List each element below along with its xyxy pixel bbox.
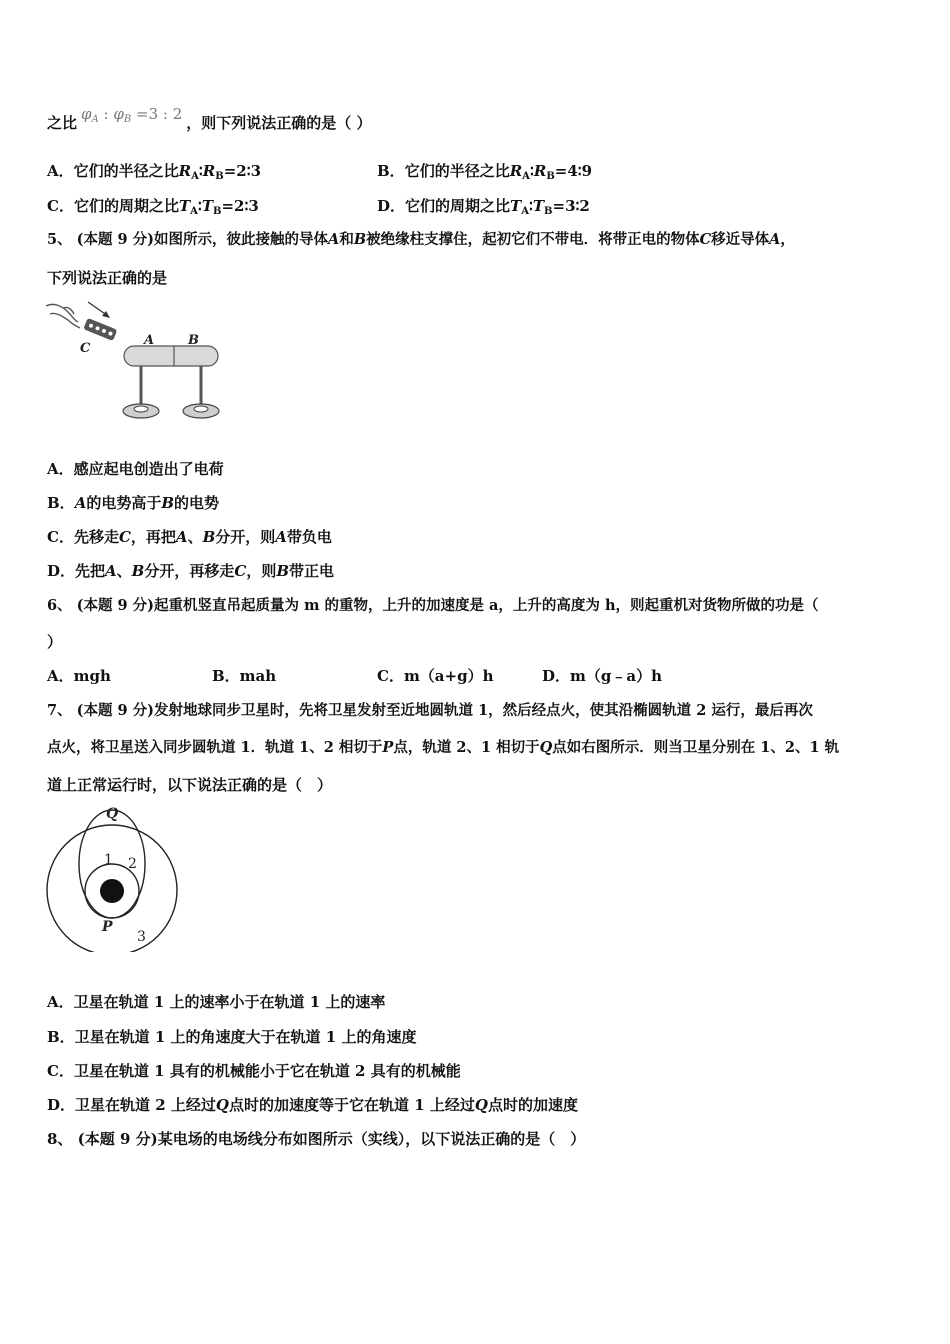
q4-option-c: C．它们的周期之比$T_A∶T_B=2∶3$: [47, 197, 259, 217]
q7-option-c: C．卫星在轨道 1 具有的机械能小于它在轨道 2 具有的机械能: [47, 1062, 461, 1080]
q7-option-b: B．卫星在轨道 1 上的角速度大于在轨道 1 上的角速度: [47, 1028, 417, 1046]
q6-option-b: B．mah: [212, 667, 277, 685]
label-b: B: [188, 333, 199, 348]
label-c: C: [80, 341, 91, 356]
q7-stem-line2: 点火，将卫星送入同步圆轨道 1．轨道 1、2 相切于P点，轨道 2、1 相切于Q点如右图所示．则当卫星分别在 1、2、1 轨: [47, 739, 840, 756]
q5-stem-line1: 5、 (本题 9 分)如图所示，彼此接触的导体A和B被绝缘柱支撑住，起初它们不带电．将带正电的物体C移近导体A，: [47, 231, 795, 248]
q4-tail: ，则下列说法正确的是（ ）: [186, 114, 372, 132]
conductor-ab: [124, 346, 218, 366]
q6-stem-line2: ）: [47, 633, 63, 651]
label-q: Q: [106, 806, 119, 822]
label-orbit-1: 1: [104, 852, 113, 868]
q7-option-d: D．卫星在轨道 2 上经过Q点时的加速度等于它在轨道 1 上经过Q点时的加速度: [47, 1096, 578, 1114]
label-a: A: [144, 333, 155, 348]
q6-option-a: A．mgh: [47, 667, 111, 685]
q6-stem-line1: 6、 (本题 9 分)起重机竖直吊起质量为 m 的重物，上升的加速度是 a，上升的高度为 h，则起重机对货物所做的功是（: [47, 597, 819, 614]
label-p: P: [102, 919, 113, 935]
q7-stem-line1: 7、 (本题 9 分)发射地球同步卫星时，先将卫星发射至近地圆轨道 1，然后经点火，使其沿椭圆轨道 2 运行，最后再次: [47, 702, 813, 719]
q4-option-d: D．它们的周期之比$T_A∶T_B=3∶2$: [377, 197, 590, 217]
charged-rod-c: [83, 318, 117, 341]
q4-formula: $\varphi_A$ : $\varphi_B =3$ : 2: [81, 105, 183, 125]
q5-stem-line2: 下列说法正确的是: [47, 269, 168, 287]
q5-option-b: B．A的电势高于B的电势: [47, 494, 220, 512]
earth: [100, 879, 124, 903]
q5-option-c: C．先移走C，再把A、B分开，则A带负电: [47, 528, 332, 546]
q5-option-a: A．感应起电创造出了电荷: [47, 460, 224, 478]
label-orbit-3: 3: [137, 929, 146, 945]
q7-stem-line3: 道上正常运行时，以下说法正确的是（ ）: [47, 776, 333, 794]
q4-option-a: A．它们的半径之比$R_A∶R_B=2∶3$: [47, 162, 262, 182]
q6-option-d: D．m（g﹣a）h: [542, 667, 662, 685]
q5-figure: [44, 298, 234, 426]
q5-option-d: D．先把A、B分开，再移走C，则B带正电: [47, 562, 335, 580]
q4-option-b: B．它们的半径之比$R_A∶R_B=4∶9$: [377, 162, 593, 182]
q4-stem: [47, 105, 372, 139]
label-orbit-2: 2: [128, 856, 137, 872]
q6-option-c: C．m（a+g）h: [377, 667, 494, 685]
hand-icon: [46, 304, 80, 328]
q8-stem-line1: 8、 (本题 9 分)某电场的电场线分布如图所示（实线），以下说法正确的是（ ）: [47, 1130, 586, 1148]
q7-orbit-figure: [40, 802, 190, 952]
q4-intro: 之比: [47, 114, 78, 132]
q7-option-a: A．卫星在轨道 1 上的速率小于在轨道 1 上的速率: [47, 993, 386, 1011]
